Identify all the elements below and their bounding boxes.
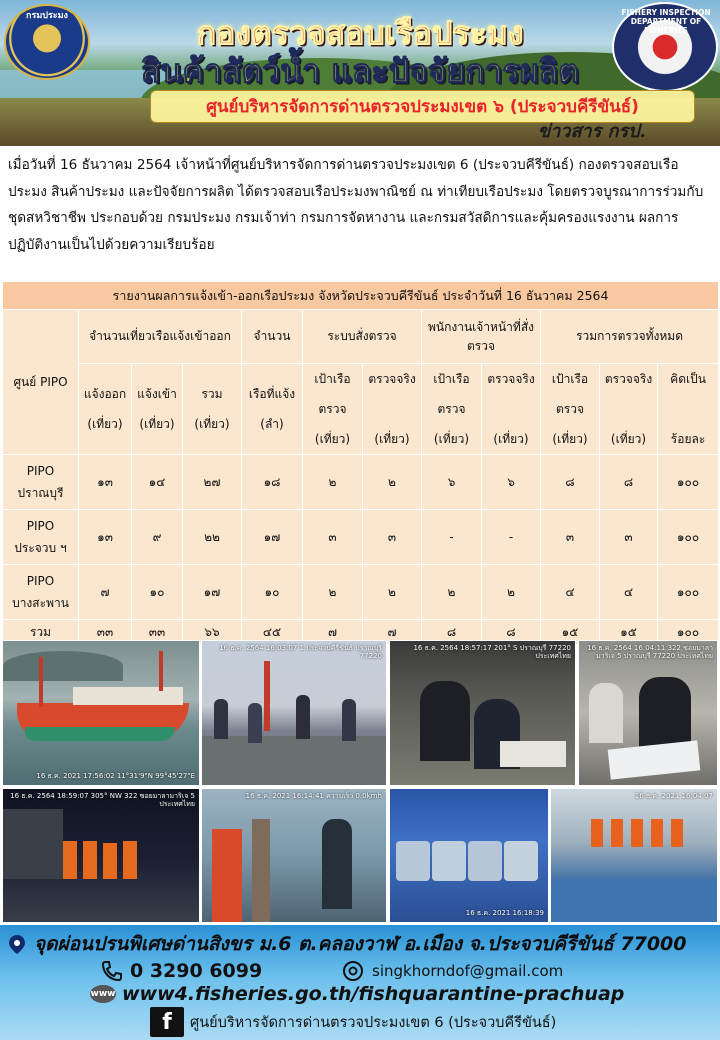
email-icon — [340, 960, 366, 982]
photo-timestamp: 16 ธ.ค. 2021 16:04:07 — [634, 792, 713, 800]
total-count: ๔๕ — [242, 620, 303, 645]
photo-pier-deck — [202, 736, 387, 786]
unit-trip: (เที่ยว) — [493, 432, 529, 446]
percent-label-1: คิดเป็น — [670, 372, 706, 386]
facebook-text: ศูนย์บริหารจัดการด่านตรวจประมงเขต 6 (ประจวบคีรีขันธ์) — [190, 1014, 557, 1031]
cell-count: ๑๐ — [242, 565, 303, 620]
unit-trip: (เที่ยว) — [433, 432, 470, 446]
footer-website[interactable] — [90, 983, 624, 1005]
cell-in: ๙ — [132, 510, 183, 565]
cell-count: ๑๗ — [242, 510, 303, 565]
pipo-name-location: ประจวบ ฯ — [14, 541, 67, 555]
subheader-officer-actual — [482, 364, 541, 455]
target-label-1: เป้าเรือ — [433, 372, 470, 386]
subheader-percent — [658, 364, 719, 455]
photo-night-inspection — [2, 788, 200, 923]
cell-out: ๑๓ — [79, 510, 132, 565]
subheader-sum-label: รวม — [201, 387, 223, 401]
footer-address — [6, 929, 687, 959]
total-total-target: ๑๕ — [541, 620, 600, 645]
actual-label: ตรวจจริง — [368, 372, 416, 386]
cell-system-target: ๓ — [303, 510, 363, 565]
cell-out: ๑๓ — [79, 455, 132, 510]
unit-trip: (เที่ยว) — [314, 432, 351, 446]
table-caption: รายงานผลการแจ้งเข้า-ออกเรือประมง จังหวัดประจวบคีรีขันธ์ ประจำวันที่ 16 ธันวาคม 2564 — [3, 282, 719, 310]
news-label: ข่าวสาร กรป. — [538, 121, 646, 142]
unit-trip: (เที่ยว) — [610, 432, 647, 446]
photo-life-vest — [611, 819, 623, 847]
photo-timestamp: 16 ธ.ค. 2021 16:18:39 — [465, 909, 544, 917]
unit-trip: (เที่ยว) — [552, 432, 588, 446]
subheader-count-label: เรือที่แจ้ง — [248, 387, 296, 401]
report-table — [2, 281, 719, 645]
banner-subtitle: ศูนย์บริหารจัดการด่านตรวจประมงเขต ๖ (ประจวบคีรีขันธ์) — [150, 90, 695, 123]
subheader-system-target — [303, 364, 363, 455]
photo-fish-tray — [432, 841, 466, 881]
pipo-name-location: ปราณบุรี — [17, 486, 64, 500]
photo-life-vest — [63, 841, 77, 879]
photo-person — [296, 695, 310, 739]
cell-percent: ๑๐๐ — [658, 565, 719, 620]
pipo-name — [3, 510, 79, 565]
table-caption-row — [3, 282, 719, 310]
subheader-in-label: แจ้งเข้า — [137, 387, 177, 401]
total-percent: ๑๐๐ — [658, 620, 719, 645]
photo-timestamp: 16 ธ.ค. 2564 16:03:07 1 ประจวบคีรีขันธ์ ปราณบุรี 77220 — [219, 644, 382, 660]
pipo-name-location: บางสะพาน — [12, 596, 69, 610]
photo-crew-on-deck — [550, 788, 718, 923]
photo-life-vest — [123, 841, 137, 879]
total-system-target: ๗ — [303, 620, 363, 645]
photo-person — [248, 703, 262, 743]
header-officer: พนักงานเจ้าหน้าที่สั่งตรวจ — [422, 310, 541, 364]
subheader-officer-target — [422, 364, 482, 455]
photo-boat-stripe — [25, 727, 175, 741]
cell-count: ๑๘ — [242, 455, 303, 510]
cell-system-target: ๒ — [303, 565, 363, 620]
percent-label-2: ร้อยละ — [670, 432, 706, 446]
photo-timestamp: 16 ธ.ค. 2021 16:14:41 ความเร็ว 0.0kmh — [245, 792, 382, 800]
total-out: ๓๓ — [79, 620, 132, 645]
subheader-out-label: แจ้งออก — [83, 387, 127, 401]
email-text: singkhorndof@gmail.com — [372, 962, 564, 980]
cell-sum: ๒๒ — [183, 510, 242, 565]
pipo-name-prefix: PIPO — [26, 574, 55, 588]
photo-officer — [322, 819, 352, 909]
photo-life-vest — [103, 843, 117, 879]
cell-system-actual: ๓ — [363, 510, 422, 565]
table-sub-header-row — [3, 364, 719, 455]
logo-right-text: FISHERY INSPECTION DEPARTMENT OF FISHERIES — [621, 8, 711, 35]
photo-boat-side — [212, 829, 242, 923]
photo-timestamp: 16 ธ.ค. 2021 17:56:02 11°31'9"N 99°45'27"E — [36, 772, 195, 780]
table-row — [3, 565, 719, 620]
photo-fish-tray — [468, 841, 502, 881]
pipo-name — [3, 565, 79, 620]
total-system-actual: ๗ — [363, 620, 422, 645]
cell-total-actual: ๔ — [600, 565, 658, 620]
photo-pier-post — [252, 819, 270, 923]
cell-officer-actual: - — [482, 510, 541, 565]
cell-total-target: ๔ — [541, 565, 600, 620]
phone-icon — [100, 960, 124, 982]
subheader-sum — [183, 364, 242, 455]
unit-trip: (เที่ยว) — [374, 432, 410, 446]
banner-title-line2: สินค้าสัตว์น้ำ และปัจจัยการผลิต — [141, 52, 579, 90]
facebook-icon: f — [150, 1007, 184, 1037]
total-officer-target: ๘ — [422, 620, 482, 645]
cell-sum: ๑๗ — [183, 565, 242, 620]
table-row — [3, 510, 719, 565]
subheader-total-actual — [600, 364, 658, 455]
intro-paragraph: เมื่อวันที่ 16 ธันวาคม 2564 เจ้าหน้าที่ศูนย์บริหารจัดการด่านตรวจประมงเขต 6 (ประจวบคีรีขันธ์) กองตรวจสอบเรือประมง สินค้าประมง และปัจจัยการผลิต ได้ตรวจสอบเรือประมงพาณิชย์ ณ ท่าเทียบเรือประมง โดยตรวจบูรณาการร่วมกับชุดสหวิชาชีพ ประกอบด้วย กรมประมง กรมเจ้าท่า กรมการจัดหางาน และกรมสวัสดิการและคุ้มครองแรงงาน ผลการปฏิบัติงานเป็นไปด้วยความเรียบร้อย — [8, 157, 704, 253]
total-total-actual: ๑๕ — [600, 620, 658, 645]
header-pipo: ศูนย์ PIPO — [3, 310, 79, 455]
photo-timestamp: 16 ธ.ค. 2564 18:59:07 305° NW 322 ซอยมาลามาริเจ 5 ประเทศไทย — [10, 792, 195, 808]
photo-fish-catch — [389, 788, 549, 923]
cell-out: ๗ — [79, 565, 132, 620]
photo-building — [3, 809, 63, 879]
cell-total-target: ๘ — [541, 455, 600, 510]
cell-in: ๑๐ — [132, 565, 183, 620]
photo-life-vest — [83, 841, 97, 879]
cell-percent: ๑๐๐ — [658, 510, 719, 565]
target-label-2: ตรวจ — [555, 402, 584, 416]
cell-officer-target: - — [422, 510, 482, 565]
phone-text: 0 3290 6099 — [130, 960, 263, 982]
total-in: ๓๓ — [132, 620, 183, 645]
subheader-count — [242, 364, 303, 455]
cell-system-actual: ๒ — [363, 455, 422, 510]
photo-crew-documents — [578, 640, 718, 786]
photo-mountain — [3, 651, 123, 681]
map-pin-icon — [6, 933, 28, 955]
subheader-in — [132, 364, 183, 455]
photo-document — [500, 741, 566, 767]
target-label-2: ตรวจ — [318, 402, 347, 416]
header-system: ระบบสั่งตรวจ — [303, 310, 422, 364]
footer-email[interactable] — [340, 960, 563, 982]
photo-boat-mast — [159, 651, 163, 691]
actual-label: ตรวจจริง — [487, 372, 535, 386]
photo-officer — [420, 681, 470, 761]
table-group-header-row — [3, 310, 719, 364]
unit-trip: (เที่ยว) — [87, 417, 123, 431]
subheader-out — [79, 364, 132, 455]
total-sum: ๖๖ — [183, 620, 242, 645]
cell-total-target: ๓ — [541, 510, 600, 565]
unit-trip: (เที่ยว) — [139, 417, 175, 431]
photo-person — [214, 699, 228, 739]
photo-life-vest — [631, 819, 643, 847]
photo-pier-inspection — [201, 640, 387, 786]
globe-icon: www — [90, 985, 116, 1003]
cell-total-actual: ๓ — [600, 510, 658, 565]
cell-system-actual: ๒ — [363, 565, 422, 620]
pipo-name-prefix: PIPO — [26, 464, 55, 478]
photo-person — [589, 683, 623, 743]
photo-boat-mast — [39, 657, 43, 707]
unit-trip: (เที่ยว) — [194, 417, 230, 431]
photo-fish-tray — [504, 841, 538, 881]
photo-boat-mast — [264, 661, 270, 731]
cell-system-target: ๒ — [303, 455, 363, 510]
photo-harbour-officer — [201, 788, 387, 923]
photo-life-vest — [591, 819, 603, 847]
contact-footer — [0, 925, 720, 1040]
header-trips: จำนวนเที่ยวเรือแจ้งเข้าออก — [79, 310, 242, 364]
subheader-total-target — [541, 364, 600, 455]
header-count-label: จำนวน — [242, 310, 303, 364]
header-total: รวมการตรวจทั้งหมด — [541, 310, 719, 364]
photo-boat-deck — [551, 879, 718, 923]
cell-total-actual: ๘ — [600, 455, 658, 510]
subheader-system-actual — [363, 364, 422, 455]
address-text: จุดผ่อนปรนพิเศษด่านสิงขร ม.6 ต.คลองวาฬ อ.เมือง จ.ประจวบคีรีขันธ์ 77000 — [34, 933, 687, 955]
photo-timestamp: 16 ธ.ค. 2564 16:04:11 322 ซอยมาลามาริเจ 5 ปราณบุรี 77220 ประเทศไทย — [587, 644, 713, 660]
pipo-name-prefix: PIPO — [26, 519, 55, 533]
target-label-1: เป้าเรือ — [551, 372, 589, 386]
photo-fish-tray — [396, 841, 430, 881]
photo-fishing-boat — [2, 640, 200, 786]
total-officer-actual: ๘ — [482, 620, 541, 645]
photo-life-vest — [651, 819, 663, 847]
photo-document — [608, 740, 701, 779]
photo-life-vest — [671, 819, 683, 847]
target-label-1: เป้าเรือ — [314, 372, 351, 386]
actual-label: ตรวจจริง — [604, 372, 653, 386]
table-row — [3, 455, 719, 510]
cell-in: ๑๔ — [132, 455, 183, 510]
cell-officer-actual: ๒ — [482, 565, 541, 620]
logo-left-text: กรมประมง — [26, 11, 68, 21]
photo-boat-cabin — [73, 687, 183, 705]
header-banner — [0, 0, 720, 146]
cell-officer-actual: ๖ — [482, 455, 541, 510]
cell-officer-target: ๒ — [422, 565, 482, 620]
cell-sum: ๒๗ — [183, 455, 242, 510]
photo-timestamp: 16 ธ.ค. 2564 18:57:17 201° S ปราณบุรี 77220 ประเทศไทย — [413, 644, 571, 660]
banner-title-line1: กองตรวจสอบเรือประมง — [196, 14, 524, 52]
total-label: รวม — [3, 620, 79, 645]
photo-officer — [639, 677, 691, 751]
footer-phone[interactable] — [100, 960, 262, 982]
website-text: www4.fisheries.go.th/fishquarantine-prachuap — [122, 983, 625, 1005]
target-label-2: ตรวจ — [437, 402, 466, 416]
cell-percent: ๑๐๐ — [658, 455, 719, 510]
pipo-name — [3, 455, 79, 510]
photo-person — [342, 699, 356, 741]
photo-document-check — [389, 640, 576, 786]
unit-boat: (ลำ) — [260, 417, 284, 431]
footer-facebook[interactable] — [150, 1007, 556, 1037]
cell-officer-target: ๖ — [422, 455, 482, 510]
